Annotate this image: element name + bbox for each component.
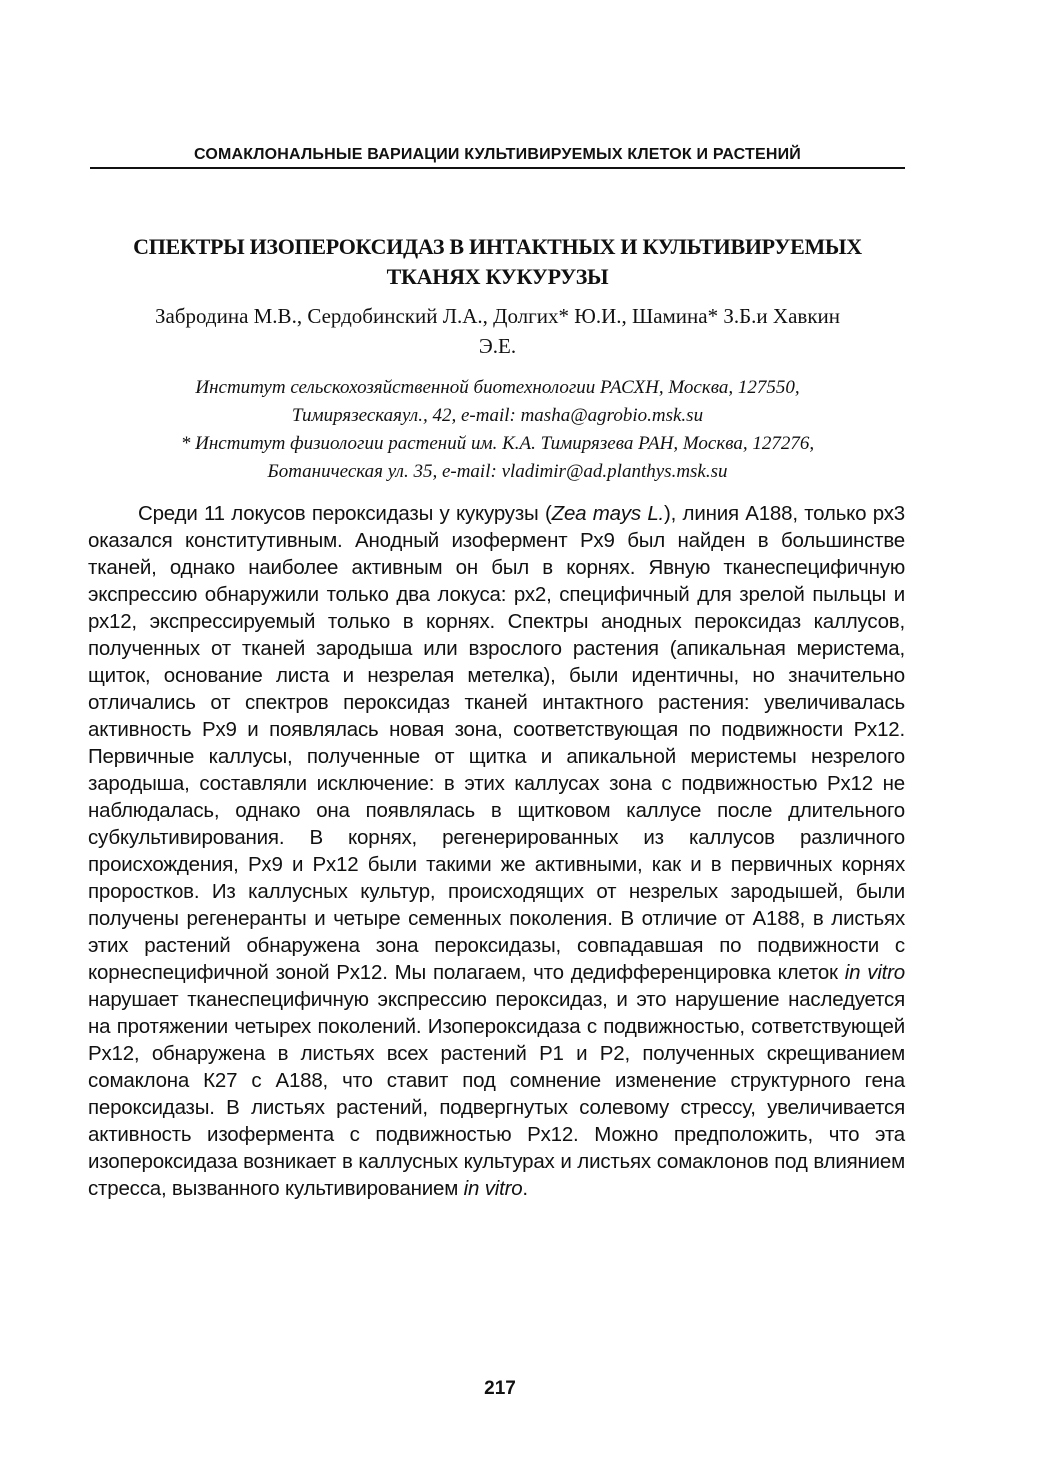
abstract-part-1: Среди 11 локусов пероксидазы у кукурузы ( (138, 502, 552, 525)
authors (80, 301, 915, 361)
affiliations (60, 374, 935, 486)
abstract-part-3: нарушает тканеспецифичную экспрессию пероксидаз, и это нарушение наследуется на протяжении четырех поколений. Изопероксидаза с подвижностью, сответствующей Рх12, обнаружена в листьях всех растений Р1 и Р2, полученных скрещиванием сомаклона К27 с А188, что ставит под сомнение изменение структурного гена пероксидазы. В листьях растений, подвергнутых солевому стрессу, увеличивается активность изофермента с подвижностью Рх12. Можно предположить, что эта изопероксидаза возникает в каллусных культурах и листьях сомаклонов под влиянием стресса, вызванного культивированием (88, 988, 905, 1200)
abstract-text (88, 500, 905, 1202)
in-vitro-term: in vitro (844, 961, 905, 984)
in-vitro-term: in vitro (463, 1177, 523, 1200)
running-header: СОМАКЛОНАЛЬНЫЕ ВАРИАЦИИ КУЛЬТИВИРУЕМЫХ КЛЕТОК И РАСТЕНИЙ (90, 146, 905, 169)
article-title (80, 232, 915, 292)
affiliation-line: * Институт физиологии растений им. К.А. Тимирязева РАН, Москва, 127276, (180, 433, 815, 454)
abstract-part-2: ), линия А188, только рх3 оказался конститутивным. Анодный изофермент Рх9 был найден в большинстве тканей, однако наиболее активным он был в корнях. Явную тканеспецифичную экспрессию обнаружили только два локуса: рх2, специфичный для зрелой пыльцы и рх12, экспрессируемый только в корнях. Спектры анодных пероксидаз каллусов, полученных от тканей зародыша или взрослого растения (апикальная меристема, щиток, основание листа и незрелая метелка), были идентичны, но значительно отличались от спектров пероксидаз тканей интактного растения: увеличивалась активность Рх9 и появлялась новая зона, соответствующая по подвижности Рх12. Первичные каллусы, полученные от щитка и апикальной меристемы незрелого зародыша, составляли исключение: в этих каллусах зона с подвижностью Рх12 не наблюдалась, однако она появлялась в щитковом каллусе после длительного субкультивирования. В корнях, регенерированных из каллусов различного происхождения, Рх9 и Рх12 были такими же активными, как и в первичных корнях проростков. Из каллусных культур, происходящих от незрелых зародышей, были получены регенеранты и четыре семенных поколения. В отличие от А188, в листьях этих растений обнаружена зона пероксидазы, совпадавшая по подвижности с корнеспецифичной зоной Рх12. Мы полагаем, что дедифференцировка клеток (88, 502, 905, 984)
title-line-2: ТКАНЯХ КУКУРУЗЫ (386, 264, 609, 289)
authors-line-2: Э.Е. (478, 334, 517, 358)
affiliation-line: Институт сельскохозяйственной биотехнологии РАСХН, Москва, 127550, (195, 377, 800, 398)
title-line-1: СПЕКТРЫ ИЗОПЕРОКСИДАЗ В ИНТАКТНЫХ И КУЛЬТИВИРУЕМЫХ (133, 234, 862, 259)
species-name: Zea mays L. (551, 502, 665, 525)
authors-line-1: Забродина М.В., Сердобинский Л.А., Долгих* Ю.И., Шамина* З.Б.и Хавкин (154, 304, 840, 328)
affiliation-line: Ботаническая ул. 35, e-mail: vladimir@ad.planthys.msk.su (267, 461, 728, 482)
abstract-part-4: . (522, 1177, 528, 1200)
page-number: 217 (484, 1378, 516, 1399)
affiliation-line: Тимирязескаяул., 42, e-mail: masha@agrobio.msk.su (291, 405, 704, 426)
